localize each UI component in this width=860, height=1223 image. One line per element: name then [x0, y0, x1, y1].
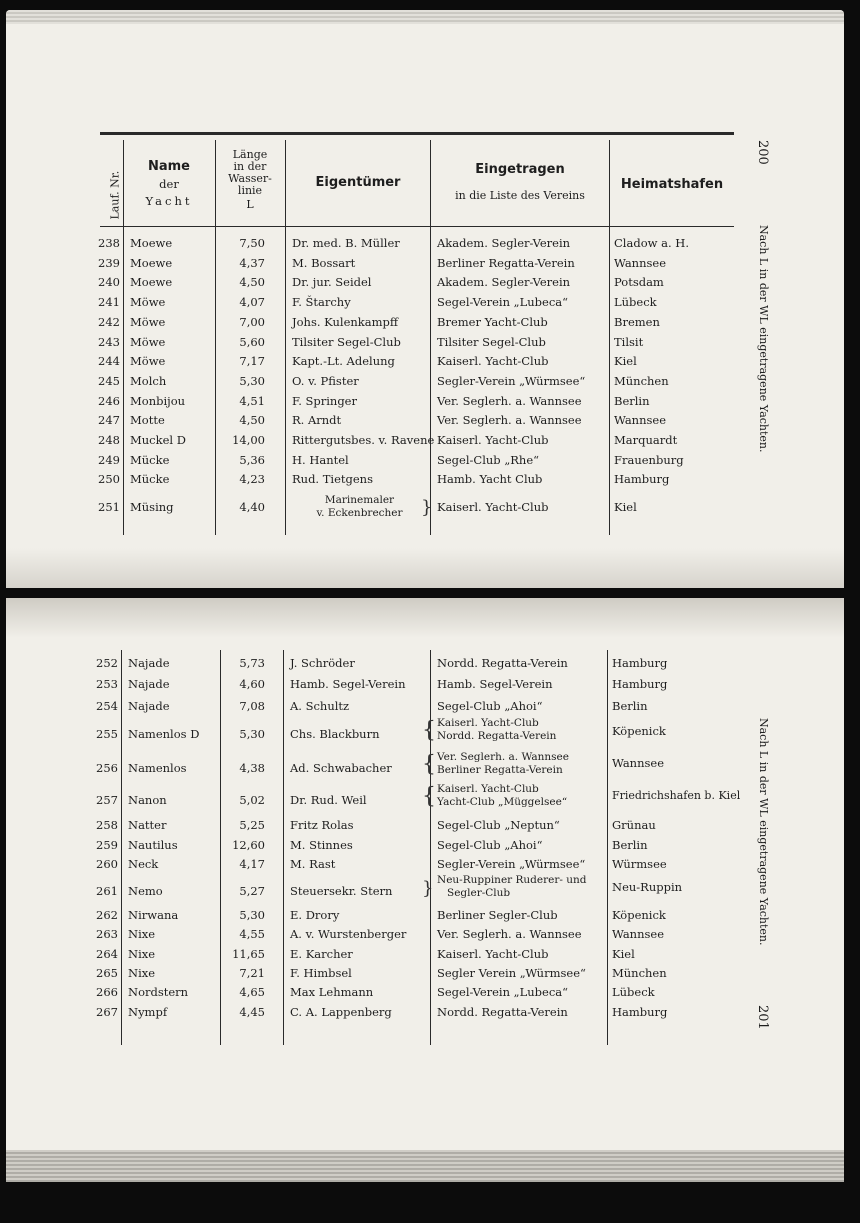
- row-240-verein: Akadem. Segler-Verein: [437, 275, 571, 290]
- row-258-hafen: Grünau: [612, 818, 656, 832]
- row-267-eigentuemer: C. A. Lappenberg: [290, 1004, 392, 1019]
- row-252-eigentuemer: J. Schröder: [290, 656, 355, 670]
- row-242-verein: Bremer Yacht-Club: [437, 314, 548, 329]
- row-261-eigentuemer: Steuersekr. Stern: [290, 884, 393, 898]
- row-245-laenge: 5,30: [239, 373, 265, 388]
- row-267-nr: 267: [96, 1004, 118, 1019]
- row-252-verein: Nordd. Regatta-Verein: [437, 656, 568, 670]
- row-248-name: Muckel D: [130, 433, 186, 447]
- row-239-laenge: 4,37: [239, 255, 265, 270]
- row-238-nr: 238: [98, 236, 120, 250]
- row-252-laenge: 5,73: [239, 656, 265, 670]
- row-241-name: Möwe: [130, 295, 166, 310]
- row-267-verein: Nordd. Regatta-Verein: [437, 1004, 568, 1019]
- row-239-verein: Berliner Regatta-Verein: [437, 255, 575, 270]
- row-257-nr: 257: [96, 793, 118, 807]
- row-249-eigentuemer: H. Hantel: [292, 452, 349, 467]
- header-lauf-nr: Lauf. Nr.: [108, 170, 122, 220]
- side-note-bottom: Nach L in der WL eingetragene Yachten.: [757, 718, 770, 946]
- row-250-laenge: 4,23: [239, 472, 265, 487]
- row-261-hafen: Neu-Ruppin: [612, 880, 683, 894]
- row-244-laenge: 7,17: [239, 354, 265, 369]
- row-265-verein: Segler Verein „Würmsee“: [437, 965, 586, 980]
- row-248-laenge: 14,00: [232, 433, 265, 447]
- row-265-hafen: München: [612, 965, 667, 980]
- row-245-nr: 245: [98, 373, 120, 388]
- row-240-eigentuemer: Dr. jur. Seidel: [292, 275, 372, 290]
- row-259-nr: 259: [96, 837, 118, 852]
- row-255-laenge: 5,30: [239, 727, 265, 741]
- row-260-verein: Segler-Verein „Würmsee“: [437, 857, 586, 871]
- brace: {: [422, 784, 436, 809]
- gutter-shadow-top: [6, 548, 844, 588]
- row-261-verein-1: Neu-Ruppiner Ruderer- und: [437, 874, 587, 886]
- row-243-eigentuemer: Tilsiter Segel-Club: [292, 334, 401, 349]
- row-253-verein: Hamb. Segel-Verein: [437, 677, 553, 692]
- row-251-hafen: Kiel: [614, 500, 637, 514]
- row-242-name: Möwe: [130, 314, 166, 329]
- row-244-eigentuemer: Kapt.-Lt. Adelung: [292, 354, 395, 369]
- header-laenge-5: L: [246, 198, 254, 211]
- row-240-hafen: Potsdam: [614, 275, 664, 290]
- row-264-verein: Kaiserl. Yacht-Club: [437, 946, 549, 961]
- row-243-name: Möwe: [130, 334, 166, 349]
- header-laenge-2: in der: [233, 160, 267, 173]
- row-257-hafen: Friedrichshafen b. Kiel: [612, 789, 741, 802]
- row-264-name: Nixe: [128, 946, 156, 961]
- row-244-hafen: Kiel: [614, 354, 637, 369]
- row-250-name: Mücke: [130, 472, 170, 487]
- row-239-hafen: Wannsee: [614, 255, 667, 270]
- row-246-eigentuemer: F. Springer: [292, 393, 357, 408]
- row-261-name: Nemo: [128, 884, 163, 898]
- row-252-nr: 252: [96, 656, 118, 670]
- header-name-yacht: Yacht: [145, 194, 193, 208]
- row-243-laenge: 5,60: [239, 334, 265, 349]
- row-260-hafen: Würmsee: [612, 857, 667, 871]
- row-261-verein-2: Segler-Club: [447, 887, 511, 899]
- row-264-hafen: Kiel: [612, 946, 635, 961]
- row-254-eigentuemer: A. Schultz: [290, 698, 350, 713]
- row-242-hafen: Bremen: [614, 314, 660, 329]
- header-heimatshafen: Heimatshafen: [620, 177, 724, 192]
- row-254-verein: Segel-Club „Ahoi“: [437, 698, 543, 713]
- row-257-name: Nanon: [128, 793, 167, 807]
- row-267-hafen: Hamburg: [612, 1004, 668, 1019]
- page-edges-top: [6, 10, 844, 24]
- col-line: [609, 140, 610, 535]
- side-note-top: Nach L in der WL eingetragene Yachten.: [757, 225, 770, 453]
- row-256-eigentuemer: Ad. Schwabacher: [290, 761, 392, 775]
- row-238-eigentuemer: Dr. med. B. Müller: [292, 236, 400, 250]
- row-254-name: Najade: [128, 698, 170, 713]
- row-245-eigentuemer: O. v. Pfister: [292, 373, 359, 388]
- row-243-hafen: Tilsit: [614, 334, 644, 349]
- row-256-name: Namenlos: [128, 761, 187, 775]
- row-246-nr: 246: [98, 393, 120, 408]
- row-251-name: Müsing: [130, 500, 174, 514]
- row-248-hafen: Marquardt: [614, 433, 678, 447]
- header-name: Name: [147, 159, 190, 174]
- row-241-hafen: Lübeck: [614, 295, 657, 310]
- row-240-laenge: 4,50: [239, 275, 265, 290]
- row-243-nr: 243: [98, 334, 120, 349]
- row-264-nr: 264: [96, 946, 118, 961]
- page-number-top: 200: [755, 140, 770, 165]
- row-257-verein-1: Kaiserl. Yacht-Club: [437, 783, 539, 795]
- row-255-eigentuemer: Chs. Blackburn: [290, 727, 380, 741]
- row-253-name: Najade: [128, 677, 170, 692]
- row-255-verein-1: Kaiserl. Yacht-Club: [437, 717, 539, 729]
- row-244-verein: Kaiserl. Yacht-Club: [437, 354, 549, 369]
- row-265-eigentuemer: F. Himbsel: [290, 965, 352, 980]
- row-247-laenge: 4,50: [239, 413, 265, 428]
- row-253-hafen: Hamburg: [612, 677, 668, 692]
- col-line: [430, 650, 431, 1045]
- row-262-laenge: 5,30: [239, 908, 265, 922]
- row-253-eigentuemer: Hamb. Segel-Verein: [290, 677, 406, 692]
- row-264-eigentuemer: E. Karcher: [290, 946, 353, 961]
- row-256-nr: 256: [96, 761, 118, 775]
- row-256-verein-1: Ver. Seglerh. a. Wannsee: [437, 751, 569, 763]
- row-260-laenge: 4,17: [239, 857, 265, 871]
- row-244-name: Möwe: [130, 354, 166, 369]
- row-239-nr: 239: [98, 255, 120, 270]
- brace: }: [421, 497, 433, 518]
- row-248-verein: Kaiserl. Yacht-Club: [437, 433, 549, 447]
- header-laenge-4: linie: [237, 184, 263, 197]
- row-263-laenge: 4,55: [239, 927, 265, 942]
- brace: {: [422, 718, 436, 743]
- row-259-hafen: Berlin: [612, 837, 648, 852]
- row-260-nr: 260: [96, 857, 118, 871]
- row-266-nr: 266: [96, 985, 118, 1000]
- row-244-nr: 244: [98, 354, 120, 369]
- row-254-hafen: Berlin: [612, 698, 648, 713]
- row-257-eigentuemer: Dr. Rud. Weil: [290, 793, 367, 807]
- row-266-name: Nordstern: [128, 985, 189, 1000]
- row-256-hafen: Wannsee: [612, 756, 665, 770]
- row-262-nr: 262: [96, 908, 118, 922]
- row-254-nr: 254: [96, 698, 118, 713]
- row-266-verein: Segel-Verein „Lubeca“: [437, 985, 569, 1000]
- page-number-bottom: 201: [755, 1005, 770, 1030]
- row-241-laenge: 4,07: [239, 295, 265, 310]
- row-251-laenge: 4,40: [239, 500, 265, 514]
- row-250-eigentuemer: Rud. Tietgens: [292, 472, 373, 487]
- row-247-hafen: Wannsee: [614, 413, 667, 428]
- page-edges-bottom: [6, 1150, 844, 1182]
- header-eigentuemer: Eigentümer: [315, 175, 401, 190]
- row-242-nr: 242: [98, 314, 120, 329]
- row-248-eigentuemer: Rittergutsbes. v. Ravene: [292, 433, 435, 447]
- row-263-name: Nixe: [128, 927, 156, 942]
- row-264-laenge: 11,65: [232, 946, 265, 961]
- row-240-name: Moewe: [130, 275, 173, 290]
- col-line: [283, 650, 284, 1045]
- row-261-laenge: 5,27: [239, 884, 265, 898]
- row-262-verein: Berliner Segler-Club: [437, 908, 558, 922]
- row-247-nr: 247: [98, 413, 120, 428]
- row-245-verein: Segler-Verein „Würmsee“: [437, 373, 586, 388]
- row-251-eigentuemer-2: v. Eckenbrecher: [316, 507, 403, 519]
- row-262-hafen: Köpenick: [612, 908, 666, 922]
- header-eingetragen: Eingetragen: [475, 162, 565, 177]
- row-246-laenge: 4,51: [239, 393, 265, 408]
- row-241-eigentuemer: F. Štarchy: [292, 295, 351, 310]
- row-263-nr: 263: [96, 927, 118, 942]
- row-258-laenge: 5,25: [239, 818, 265, 832]
- row-255-verein-2: Nordd. Regatta-Verein: [437, 730, 557, 742]
- row-263-eigentuemer: A. v. Wurstenberger: [290, 927, 407, 942]
- row-239-name: Moewe: [130, 255, 173, 270]
- row-249-name: Mücke: [130, 452, 170, 467]
- row-252-name: Najade: [128, 656, 170, 670]
- row-255-nr: 255: [96, 727, 118, 741]
- row-240-nr: 240: [98, 275, 120, 290]
- header-laenge-3: Wasser-: [228, 172, 272, 185]
- row-245-hafen: München: [614, 373, 669, 388]
- row-260-eigentuemer: M. Rast: [290, 857, 336, 871]
- row-267-laenge: 4,45: [239, 1004, 265, 1019]
- row-246-hafen: Berlin: [614, 393, 650, 408]
- row-255-hafen: Köpenick: [612, 724, 666, 738]
- row-249-nr: 249: [98, 452, 120, 467]
- row-243-verein: Tilsiter Segel-Club: [437, 334, 546, 349]
- row-241-verein: Segel-Verein „Lubeca“: [437, 295, 569, 310]
- col-line: [285, 140, 286, 535]
- row-258-nr: 258: [96, 818, 118, 832]
- row-262-name: Nirwana: [128, 908, 179, 922]
- row-259-name: Nautilus: [128, 837, 178, 852]
- header-laenge-1: Länge: [232, 148, 268, 161]
- row-246-name: Monbijou: [130, 393, 186, 408]
- row-258-name: Natter: [128, 818, 167, 832]
- row-242-laenge: 7,00: [239, 314, 265, 329]
- row-263-verein: Ver. Seglerh. a. Wannsee: [437, 927, 582, 942]
- row-238-laenge: 7,50: [239, 236, 265, 250]
- row-238-name: Moewe: [130, 236, 173, 250]
- row-258-verein: Segel-Club „Neptun“: [437, 818, 560, 832]
- row-247-name: Motte: [130, 413, 165, 428]
- row-238-hafen: Cladow a. H.: [614, 236, 689, 250]
- row-251-eigentuemer-1: Marinemaler: [324, 494, 395, 506]
- row-253-laenge: 4,60: [239, 677, 265, 692]
- brace: }: [422, 878, 434, 899]
- row-261-nr: 261: [96, 884, 118, 898]
- row-238-verein: Akadem. Segler-Verein: [437, 236, 571, 250]
- row-242-eigentuemer: Johs. Kulenkampff: [292, 314, 399, 329]
- row-256-laenge: 4,38: [239, 761, 265, 775]
- row-241-nr: 241: [98, 295, 120, 310]
- row-259-verein: Segel-Club „Ahoi“: [437, 837, 543, 852]
- row-266-hafen: Lübeck: [612, 985, 655, 1000]
- header-name-der: der: [159, 177, 179, 191]
- row-246-verein: Ver. Seglerh. a. Wannsee: [437, 393, 582, 408]
- row-266-laenge: 4,65: [239, 985, 265, 1000]
- header-bottom-rule: [100, 226, 734, 227]
- row-247-eigentuemer: R. Arndt: [292, 413, 342, 428]
- row-259-eigentuemer: M. Stinnes: [290, 837, 353, 852]
- row-239-eigentuemer: M. Bossart: [292, 255, 356, 270]
- col-line: [607, 650, 608, 1045]
- row-249-laenge: 5,36: [239, 452, 265, 467]
- gutter-shadow-bottom: [6, 598, 844, 638]
- row-254-laenge: 7,08: [239, 698, 265, 713]
- row-257-laenge: 5,02: [239, 793, 265, 807]
- row-253-nr: 253: [96, 677, 118, 692]
- col-line: [121, 650, 122, 1045]
- row-248-nr: 248: [98, 433, 120, 447]
- header-rule: [100, 132, 734, 135]
- row-259-laenge: 12,60: [232, 837, 265, 852]
- row-258-eigentuemer: Fritz Rolas: [290, 818, 354, 832]
- row-257-verein-2: Yacht-Club „Müggelsee“: [437, 796, 568, 808]
- row-249-hafen: Frauenburg: [614, 452, 684, 467]
- row-250-hafen: Hamburg: [614, 472, 670, 487]
- brace: {: [422, 752, 436, 777]
- row-266-eigentuemer: Max Lehmann: [290, 985, 374, 1000]
- row-255-name: Namenlos D: [128, 727, 200, 741]
- row-249-verein: Segel-Club „Rhe“: [437, 452, 540, 467]
- row-251-verein: Kaiserl. Yacht-Club: [437, 500, 549, 514]
- row-263-hafen: Wannsee: [612, 927, 665, 942]
- row-260-name: Neck: [128, 857, 159, 871]
- row-250-nr: 250: [98, 472, 120, 487]
- row-262-eigentuemer: E. Drory: [290, 908, 340, 922]
- row-265-nr: 265: [96, 965, 118, 980]
- row-265-name: Nixe: [128, 965, 156, 980]
- row-245-name: Molch: [130, 373, 167, 388]
- row-250-verein: Hamb. Yacht Club: [437, 472, 543, 487]
- row-267-name: Nympf: [128, 1004, 168, 1019]
- row-247-verein: Ver. Seglerh. a. Wannsee: [437, 413, 582, 428]
- row-251-nr: 251: [98, 500, 120, 514]
- header-eingetragen-sub: in die Liste des Vereins: [455, 189, 585, 202]
- row-256-verein-2: Berliner Regatta-Verein: [437, 764, 563, 776]
- row-252-hafen: Hamburg: [612, 656, 668, 670]
- row-265-laenge: 7,21: [239, 965, 265, 980]
